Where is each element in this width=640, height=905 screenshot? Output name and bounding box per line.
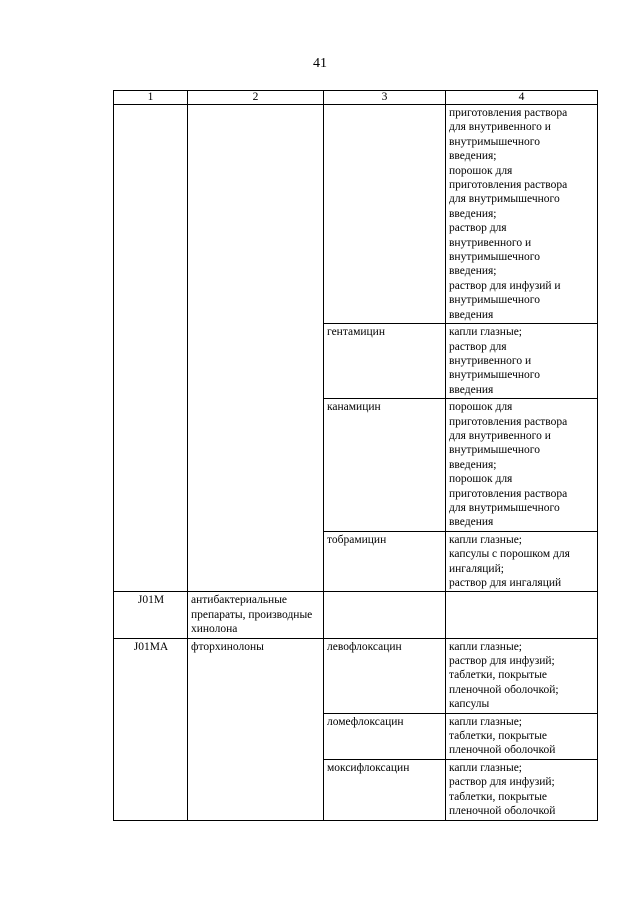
header-col-2: 2 (188, 91, 324, 105)
forms-cell (446, 105, 598, 324)
form-line: раствор для (449, 340, 507, 353)
group-cell: фторхинолоны (188, 638, 324, 820)
form-line: для внутримышечного (449, 501, 560, 514)
group-line: хинолона (191, 623, 238, 636)
drug-cell (324, 105, 446, 324)
forms-cell (446, 759, 598, 820)
form-line: пленочной оболочкой (449, 805, 556, 818)
drug-cell: ломефлоксацин (324, 713, 446, 759)
form-line: внутривенного и (449, 236, 532, 249)
form-line: приготовления раствора (449, 179, 568, 192)
header-col-1: 1 (114, 91, 188, 105)
code-cell (114, 105, 188, 592)
forms-cell (446, 399, 598, 532)
group-cell (188, 105, 324, 592)
drug-cell: канамицин (324, 399, 446, 532)
table-row (114, 592, 598, 638)
form-line: введения; (449, 458, 497, 471)
form-line: порошок для (449, 401, 513, 414)
form-line: таблетки, покрытые (449, 790, 548, 803)
form-line: капсулы (449, 698, 490, 711)
drug-table (113, 90, 598, 821)
form-line: для внутримышечного (449, 193, 560, 206)
form-line: таблетки, покрытые (449, 669, 548, 682)
forms-cell (446, 531, 598, 592)
drug-cell (324, 592, 446, 638)
forms-cell (446, 713, 598, 759)
group-line: препараты, производные (191, 608, 313, 621)
form-line: приготовления раствора (449, 107, 568, 119)
drug-cell: гентамицин (324, 324, 446, 399)
form-line: внутримышечного (449, 135, 540, 148)
form-line: раствор для ингаляций (449, 577, 562, 589)
group-cell (188, 592, 324, 638)
forms-cell (446, 324, 598, 399)
page-number: 41 (313, 56, 327, 71)
drug-cell: моксифлоксацин (324, 759, 446, 820)
form-line: приготовления раствора (449, 487, 568, 500)
code-cell: J01M (114, 592, 188, 638)
form-line: для внутривенного и (449, 121, 551, 134)
form-line: раствор для инфузий и (449, 279, 561, 292)
form-line: для внутривенного и (449, 429, 551, 442)
drug-cell: левофлоксацин (324, 638, 446, 713)
form-line: порошок для (449, 164, 513, 177)
table-row (114, 105, 598, 324)
header-col-4: 4 (446, 91, 598, 105)
form-line: таблетки, покрытые (449, 730, 548, 743)
form-line: раствор для инфузий; (449, 655, 555, 668)
form-line: внутримышечного (449, 294, 540, 307)
form-line: введения (449, 516, 494, 529)
code-cell: J01MA (114, 638, 188, 820)
form-line: капли глазные; (449, 326, 522, 339)
form-line: приготовления раствора (449, 415, 568, 428)
form-line: капли глазные; (449, 715, 522, 728)
header-row (114, 91, 598, 105)
form-line: капли глазные; (449, 533, 522, 546)
form-line: ингаляций; (449, 562, 504, 575)
form-line: капсулы с порошком для (449, 548, 570, 561)
form-line: пленочной оболочкой; (449, 683, 559, 696)
forms-cell (446, 592, 598, 638)
drug-cell: тобрамицин (324, 531, 446, 592)
form-line: введения (449, 308, 494, 321)
forms-cell (446, 638, 598, 713)
form-line: пленочной оболочкой (449, 744, 556, 757)
group-line: антибактериальные (191, 594, 288, 607)
form-line: порошок для (449, 473, 513, 486)
form-line: раствор для инфузий; (449, 776, 555, 789)
form-line: введения (449, 383, 494, 396)
form-line: внутривенного и (449, 354, 532, 367)
form-line: введения; (449, 150, 497, 163)
header-col-3: 3 (324, 91, 446, 105)
form-line: капли глазные; (449, 761, 522, 774)
form-line: капли глазные; (449, 640, 522, 653)
form-line: внутримышечного (449, 251, 540, 264)
form-line: внутримышечного (449, 369, 540, 382)
table-row (114, 638, 598, 713)
form-line: раствор для (449, 222, 507, 235)
form-line: введения; (449, 207, 497, 220)
form-line: введения; (449, 265, 497, 278)
form-line: внутримышечного (449, 444, 540, 457)
